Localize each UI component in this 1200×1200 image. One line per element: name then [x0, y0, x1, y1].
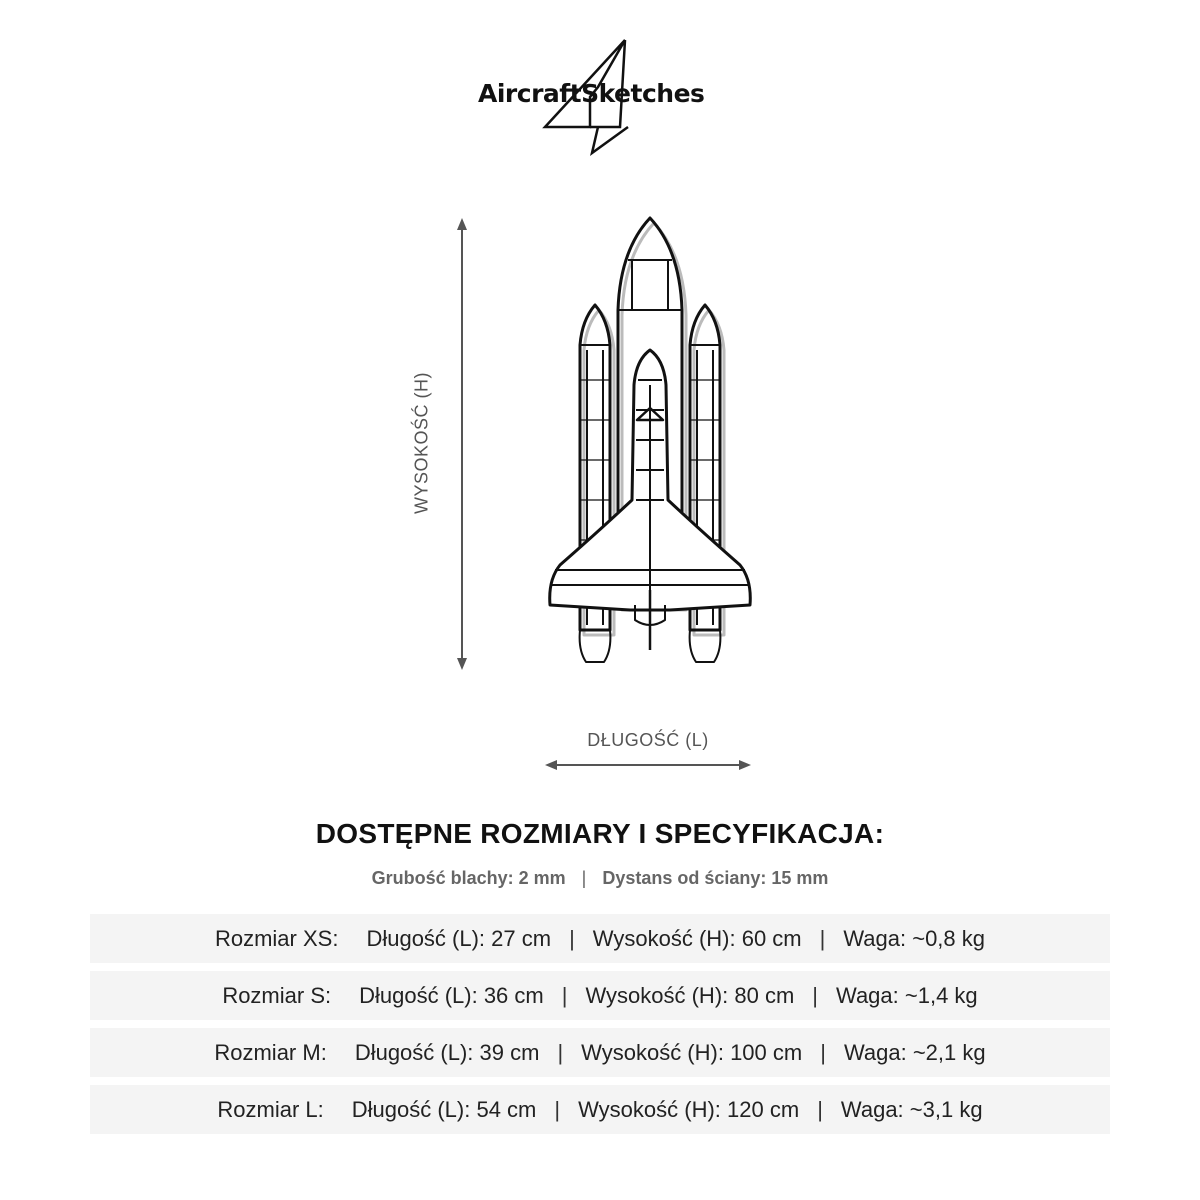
spec-separator: | [581, 868, 587, 888]
size-row [90, 1085, 1110, 1134]
size-length: Długość (L): 39 cm [354, 1039, 540, 1065]
size-height: Wysokość (H): 120 cm [578, 1096, 800, 1122]
row-separator: | [569, 925, 575, 951]
size-row [90, 914, 1110, 963]
size-length: Długość (L): 54 cm [351, 1096, 537, 1122]
size-weight: Waga: ~1,4 kg [836, 982, 978, 1008]
size-name: Rozmiar L: [217, 1096, 324, 1122]
distance-spec: Dystans od ściany: 15 mm [602, 868, 829, 888]
row-separator: | [820, 1039, 826, 1065]
size-length: Długość (L): 36 cm [359, 982, 544, 1008]
length-label: DŁUGOŚĆ (L) [587, 730, 709, 750]
size-weight: Waga: ~2,1 kg [843, 1039, 986, 1065]
size-row [90, 1028, 1110, 1077]
row-separator: | [812, 982, 818, 1008]
space-shuttle-illustration [540, 210, 760, 680]
size-length: Długość (L): 27 cm [366, 925, 552, 951]
row-separator: | [819, 925, 826, 951]
row-separator: | [554, 1096, 561, 1122]
row-separator: | [557, 1039, 564, 1065]
size-row [90, 971, 1110, 1020]
size-table [90, 914, 1110, 1142]
thickness-spec: Grubość blachy: 2 mm [371, 868, 566, 888]
spec-subtitle [0, 868, 1200, 889]
spec-title: DOSTĘPNE ROZMIARY I SPECYFIKACJA: [315, 818, 885, 849]
size-height: Wysokość (H): 100 cm [581, 1039, 803, 1065]
size-weight: Waga: ~3,1 kg [840, 1096, 983, 1122]
size-height: Wysokość (H): 60 cm [592, 925, 802, 951]
row-separator: | [817, 1096, 823, 1122]
height-arrow-icon [452, 218, 472, 670]
size-name: Rozmiar XS: [214, 925, 339, 951]
size-name: Rozmiar M: [214, 1039, 327, 1065]
brand-logo [470, 35, 730, 160]
row-separator: | [561, 982, 568, 1008]
size-name: Rozmiar S: [222, 982, 332, 1008]
height-label: WYSOKOŚĆ (H) [411, 371, 432, 515]
brand-name: AircraftSketches [478, 79, 705, 108]
length-arrow-icon [545, 756, 751, 774]
size-height: Wysokość (H): 80 cm [585, 982, 795, 1008]
size-weight: Waga: ~0,8 kg [843, 925, 986, 951]
